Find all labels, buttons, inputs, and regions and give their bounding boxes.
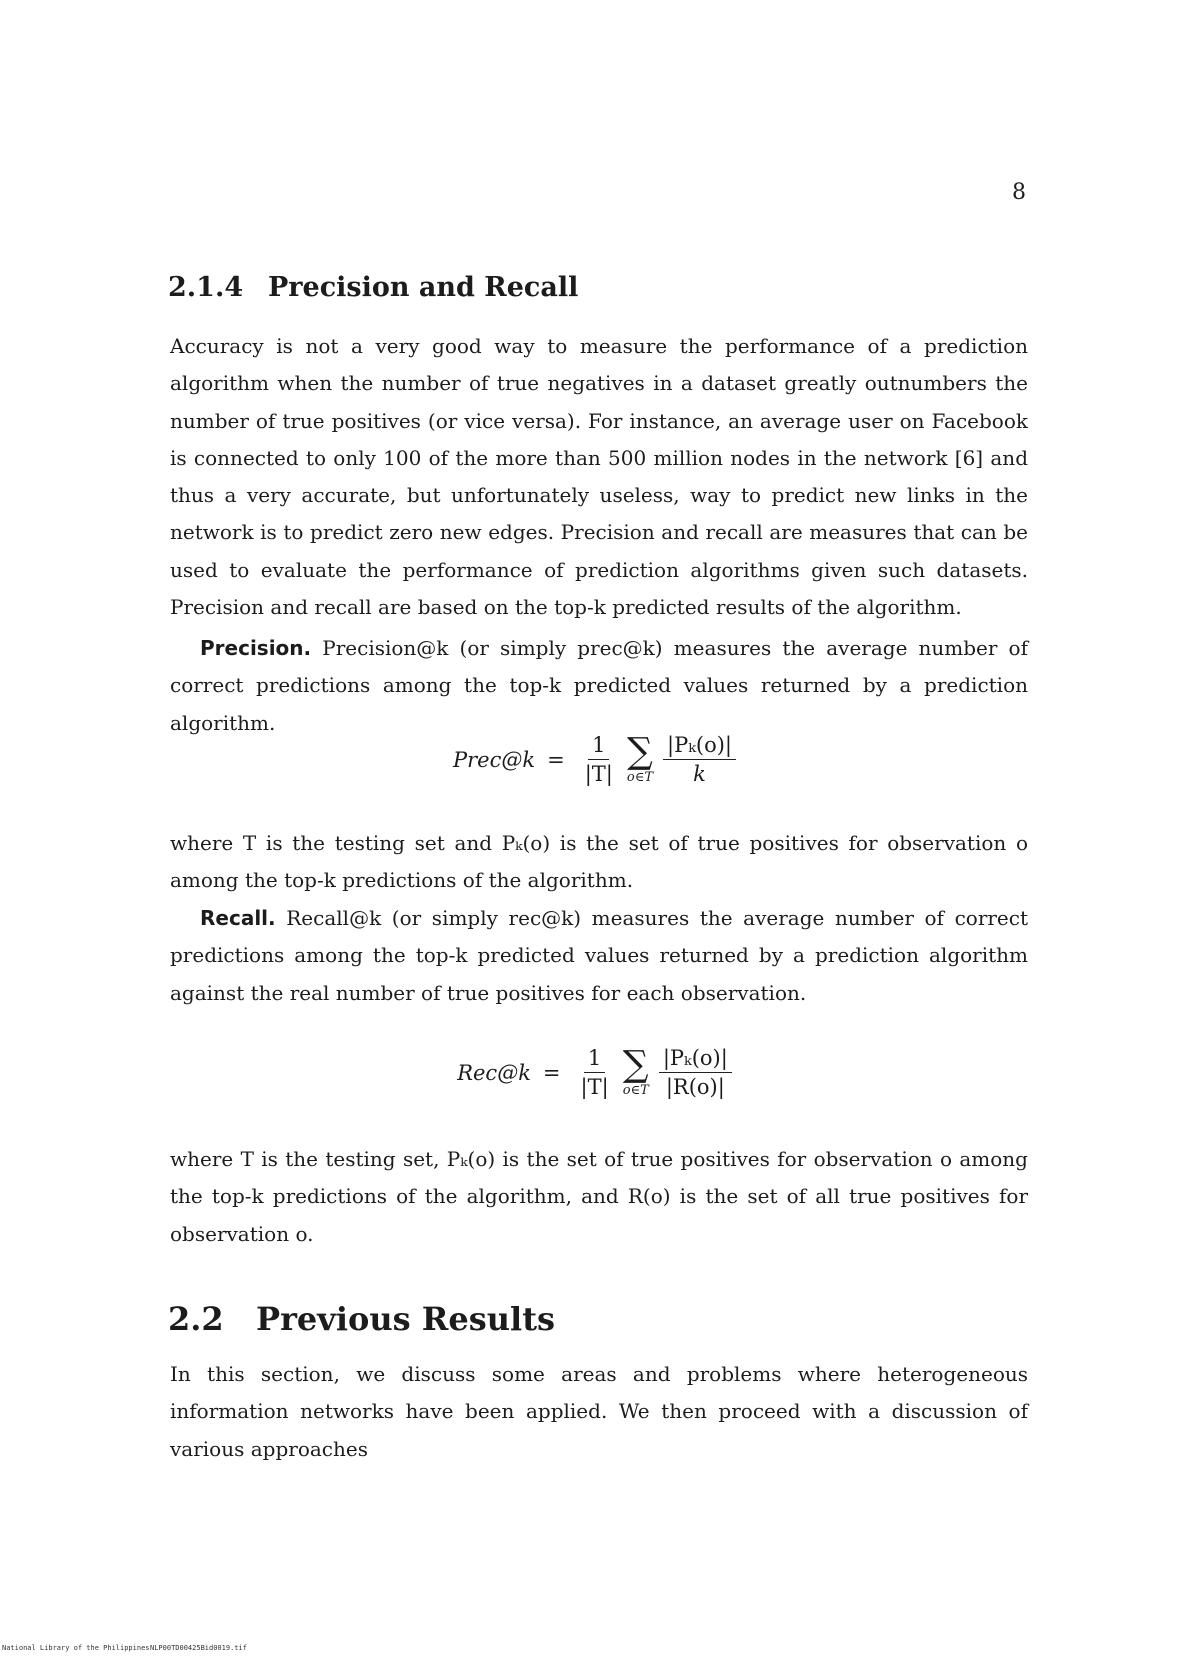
section-number: 2.1.4	[168, 272, 244, 303]
equation-lhs: Prec@k	[453, 747, 536, 772]
summation-subscript: o∈T	[622, 1083, 649, 1098]
section-heading-2-1-4	[168, 272, 578, 303]
section-title: Previous Results	[256, 1300, 555, 1338]
fraction-numerator: 1	[584, 1046, 605, 1073]
section-heading-2-2	[168, 1300, 555, 1338]
sigma-symbol: ∑	[622, 1044, 649, 1085]
fraction-one-over-t	[577, 1046, 613, 1099]
section-number: 2.2	[168, 1300, 224, 1338]
fraction-pk-over-r	[659, 1046, 732, 1099]
summation-subscript: o∈T	[626, 770, 654, 785]
intro-paragraph: Accuracy is not a very good way to measure the performance of a prediction algorithm when the number of true negatives in a dataset greatly outnumbers the number of true positives (or vice versa). For instance, an average user on Facebook is connected to only 100 of the more than 500 million nodes in the network [6] and thus a very accurate, but unfortunately useless, way to predict new links in the network is to predict zero new edges. Precision and recall are measures that can be used to evaluate the performance of prediction algorithms given such datasets. Precision and recall are based on the top-k predicted results of the algorithm.	[170, 334, 1028, 620]
fraction-pk-over-k	[663, 733, 736, 786]
fraction-denominator: |T|	[580, 1075, 609, 1099]
fraction-numerator: |Pₖ(o)|	[663, 733, 736, 760]
section-title: Precision and Recall	[268, 272, 579, 303]
page-number: 8	[1012, 180, 1026, 205]
equals-sign: =	[542, 1060, 561, 1085]
recall-text: Recall@k (or simply rec@k) measures the average number of correct predictions among the top-k predicted values returned by a prediction algorithm against the real number of true positives for each observation.	[170, 906, 1029, 1005]
equals-sign: =	[547, 747, 565, 772]
recall-paragraph	[170, 900, 1028, 1012]
summation	[626, 731, 654, 785]
precision-equation	[0, 733, 1193, 786]
fraction-denominator: k	[693, 762, 706, 786]
precision-where-paragraph: where T is the testing set and Pₖ(o) is the set of true positives for observation o among the top-k predictions of the algorithm.	[170, 831, 1028, 893]
footer-library: National Library of the Philippines	[2, 1644, 150, 1652]
fraction-numerator: 1	[588, 733, 609, 760]
fraction-denominator: |T|	[584, 762, 613, 786]
recall-where-paragraph: where T is the testing set, Pₖ(o) is the set of true positives for observation o among the top-k predictions of the algorithm, and R(o) is the set of all true positives for observation o.	[170, 1147, 1028, 1246]
precision-text: Precision@k (or simply prec@k) measures the average number of correct predictions among the top-k predicted values returned by a prediction algorithm.	[170, 636, 1029, 735]
precision-paragraph	[170, 630, 1028, 742]
recall-lead: Recall.	[200, 906, 276, 930]
sigma-symbol: ∑	[627, 731, 653, 772]
fraction-one-over-t	[581, 733, 617, 786]
precision-lead: Precision.	[200, 636, 312, 660]
fraction-denominator: |R(o)|	[665, 1075, 725, 1099]
previous-results-paragraph: In this section, we discuss some areas and problems where heterogeneous information networks have been applied. We then proceed with a discussion of various approaches	[170, 1362, 1028, 1461]
equation-lhs: Rec@k	[457, 1060, 531, 1085]
recall-equation	[0, 1046, 1193, 1099]
summation	[622, 1044, 649, 1098]
footer-doc-id: NLP00TD00425Bid0019.tif	[150, 1644, 247, 1652]
fraction-numerator: |Pₖ(o)|	[659, 1046, 732, 1073]
